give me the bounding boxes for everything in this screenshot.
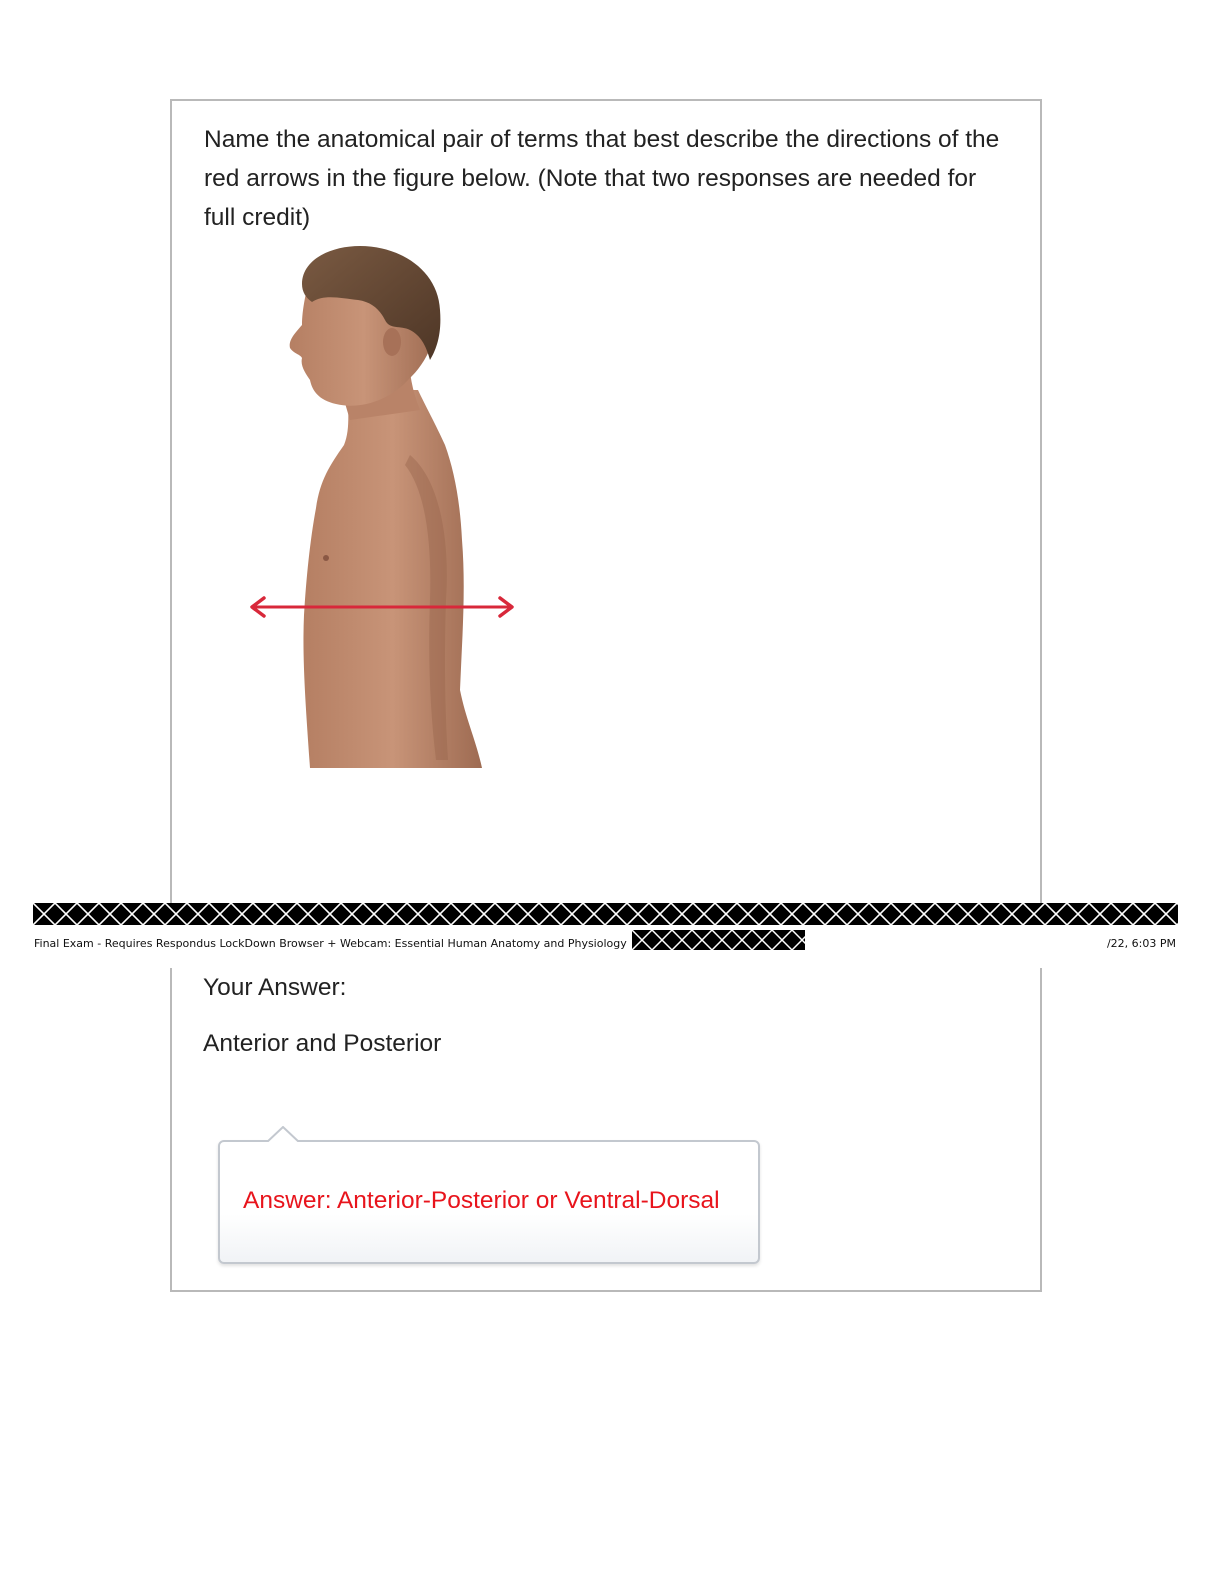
your-answer-value: Anterior and Posterior (203, 1030, 442, 1057)
anatomy-figure (240, 240, 530, 770)
correct-answer-text: Answer: Anterior-Posterior or Ventral-Dorsal (243, 1187, 720, 1214)
footer-redaction (632, 930, 805, 950)
ear (383, 328, 401, 356)
footer-timestamp: /22, 6:03 PM (1106, 937, 1176, 950)
nipple (323, 555, 329, 561)
question-text: Name the anatomical pair of terms that best describe the directions of the red arrows in the figure below. (Note that two responses are needed for full credit) (204, 126, 1000, 231)
your-answer-label: Your Answer: (203, 974, 347, 1001)
body-silhouette (303, 390, 482, 768)
footer-title: Final Exam - Requires Respondus LockDown Browser + Webcam: Essential Human Anatomy and Physiology (34, 937, 627, 950)
callout-pointer (266, 1126, 300, 1144)
redaction-bar (33, 903, 1178, 925)
